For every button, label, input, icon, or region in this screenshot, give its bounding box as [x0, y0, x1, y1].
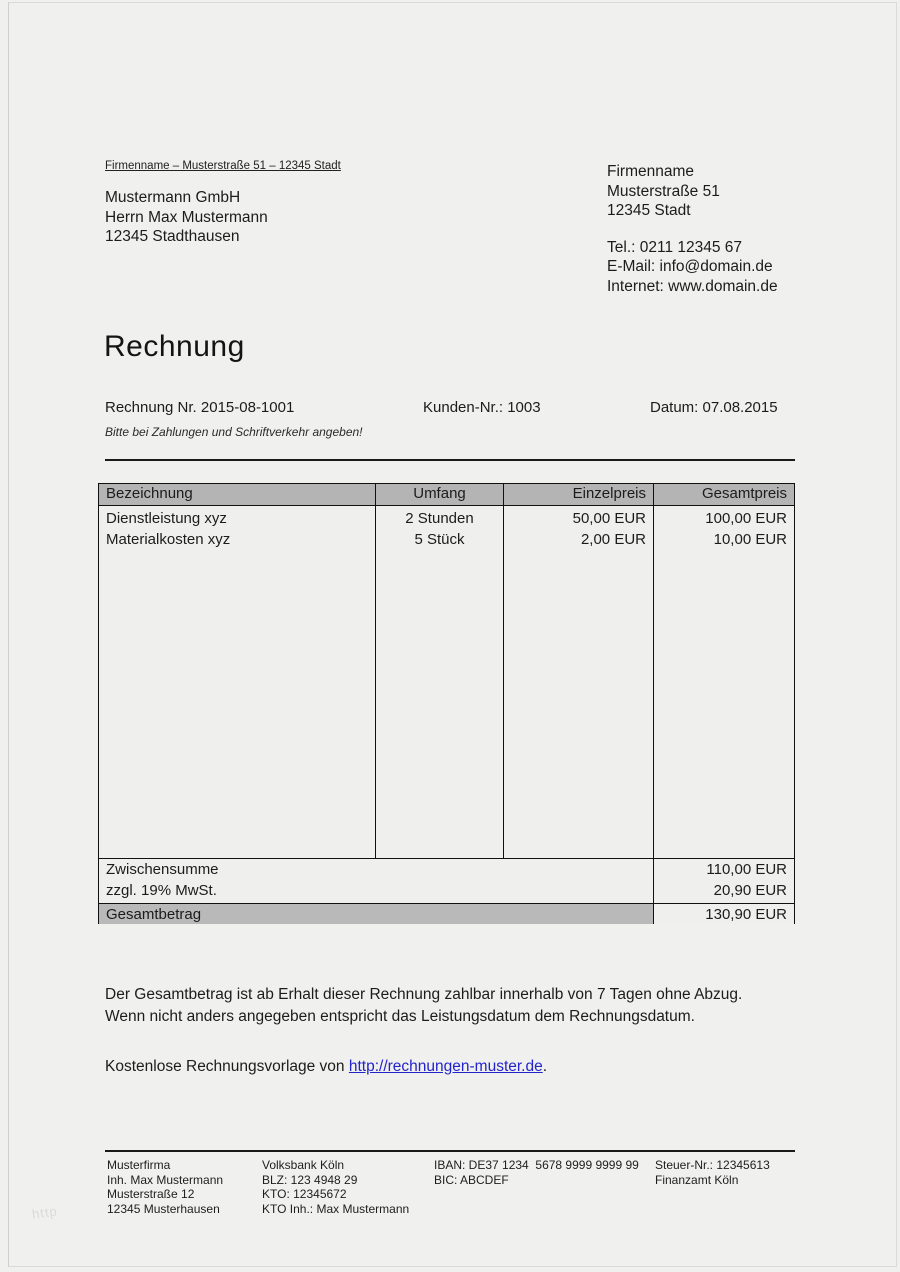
footer-blz: BLZ: 123 4948 29	[262, 1172, 358, 1187]
footer-tax-number: Steuer-Nr.: 12345613	[655, 1158, 770, 1172]
footer-street: Musterstraße 12	[107, 1187, 195, 1201]
item-total-price: 100,00 EUR	[705, 510, 787, 527]
column-einzelpreis	[504, 506, 654, 858]
item-unit-price: 2,00 EUR	[580, 531, 646, 548]
company-city: 12345 Stadt	[607, 202, 691, 219]
source-suffix: .	[542, 1058, 548, 1075]
footer-bank-column	[262, 1158, 409, 1216]
subtotal-amounts	[654, 859, 794, 903]
watermark-artifact: http	[31, 1203, 59, 1222]
footer-kto: KTO: 12345672	[262, 1187, 347, 1201]
table-body	[99, 506, 794, 859]
company-website: Internet: www.domain.de	[607, 277, 778, 295]
company-name: Firmenname	[607, 163, 694, 180]
item-description: Dienstleistung xyz	[106, 510, 227, 527]
footer-owner: Inh. Max Mustermann	[107, 1172, 224, 1187]
sender-return-address: Firmenname – Musterstraße 51 – 12345 Stadt	[105, 160, 341, 172]
footer-company-column	[107, 1158, 223, 1216]
recipient-city: 12345 Stadthausen	[105, 228, 240, 245]
footer-tax-office: Finanzamt Köln	[655, 1172, 739, 1187]
footer-bic: BIC: ABCDEF	[434, 1172, 509, 1187]
payment-reference-note: Bitte bei Zahlungen und Schriftverkehr angeben!	[105, 425, 363, 439]
recipient-contact: Herrn Max Mustermann	[105, 208, 268, 226]
footer-rule	[105, 1150, 795, 1152]
horizontal-rule	[105, 459, 795, 461]
header-umfang: Umfang	[376, 484, 504, 505]
company-phone: Tel.: 0211 12345 67	[607, 238, 743, 256]
column-gesamtpreis	[654, 506, 794, 858]
customer-number: Kunden-Nr.: 1003	[423, 399, 541, 416]
footer-city: 12345 Musterhausen	[107, 1201, 220, 1216]
grand-total-amount-cell	[654, 904, 794, 924]
subtotal-labels	[99, 859, 654, 903]
item-quantity: 5 Stück	[414, 531, 465, 548]
header-einzelpreis: Einzelpreis	[504, 484, 654, 505]
item-unit-price: 50,00 EUR	[572, 510, 646, 527]
company-email: E-Mail: info@domain.de	[607, 258, 773, 275]
payment-terms-line1: Der Gesamtbetrag ist ab Erhalt dieser Rechnung zahlbar innerhalb von 7 Tagen ohne Abzug.	[105, 986, 743, 1003]
item-quantity: 2 Stunden	[405, 510, 474, 527]
template-source-link[interactable]: http://rechnungen-muster.de	[348, 1058, 543, 1075]
recipient-address-block	[105, 188, 268, 247]
column-bezeichnung	[99, 506, 376, 858]
invoice-date: Datum: 07.08.2015	[650, 399, 778, 416]
item-total-price: 10,00 EUR	[713, 531, 787, 548]
header-bezeichnung: Bezeichnung	[99, 484, 376, 505]
subtotal-rows	[99, 859, 794, 903]
page-title: Rechnung	[104, 330, 245, 363]
table-header-row	[99, 484, 794, 506]
grand-total-label: Gesamtbetrag	[106, 906, 202, 923]
source-prefix: Kostenlose Rechnungsvorlage von	[105, 1058, 349, 1075]
invoice-items-table	[98, 483, 795, 924]
column-umfang	[376, 506, 504, 858]
payment-terms	[105, 984, 750, 1027]
payment-terms-line2: Wenn nicht anders angegeben entspricht das Leistungsdatum dem Rechnungsdatum.	[105, 1007, 695, 1025]
subtotal-value: 110,00 EUR	[706, 861, 787, 878]
grand-total-value: 130,90 EUR	[705, 906, 787, 923]
footer-iban-column	[434, 1158, 639, 1187]
spacer	[607, 221, 778, 238]
invoice-number: Rechnung Nr. 2015-08-1001	[105, 399, 295, 416]
grand-total-row	[99, 903, 794, 924]
footer-kto-inh: KTO Inh.: Max Mustermann	[262, 1201, 410, 1216]
recipient-name: Mustermann GmbH	[105, 189, 241, 206]
footer-tax-column	[655, 1158, 770, 1187]
vat-value: 20,90 EUR	[713, 882, 787, 899]
footer-firm-name: Musterfirma	[107, 1158, 171, 1172]
company-street: Musterstraße 51	[607, 182, 720, 200]
grand-total-label-cell	[99, 904, 654, 924]
company-info-block	[607, 162, 778, 296]
footer-iban: IBAN: DE37 1234 5678 9999 9999 99	[434, 1158, 639, 1172]
item-description: Materialkosten xyz	[106, 531, 231, 548]
vat-label: zzgl. 19% MwSt.	[106, 882, 217, 899]
subtotal-label: Zwischensumme	[106, 861, 219, 878]
header-gesamtpreis: Gesamtpreis	[701, 485, 787, 502]
footer-bank-name: Volksbank Köln	[262, 1158, 345, 1172]
template-source-line	[105, 1058, 547, 1076]
